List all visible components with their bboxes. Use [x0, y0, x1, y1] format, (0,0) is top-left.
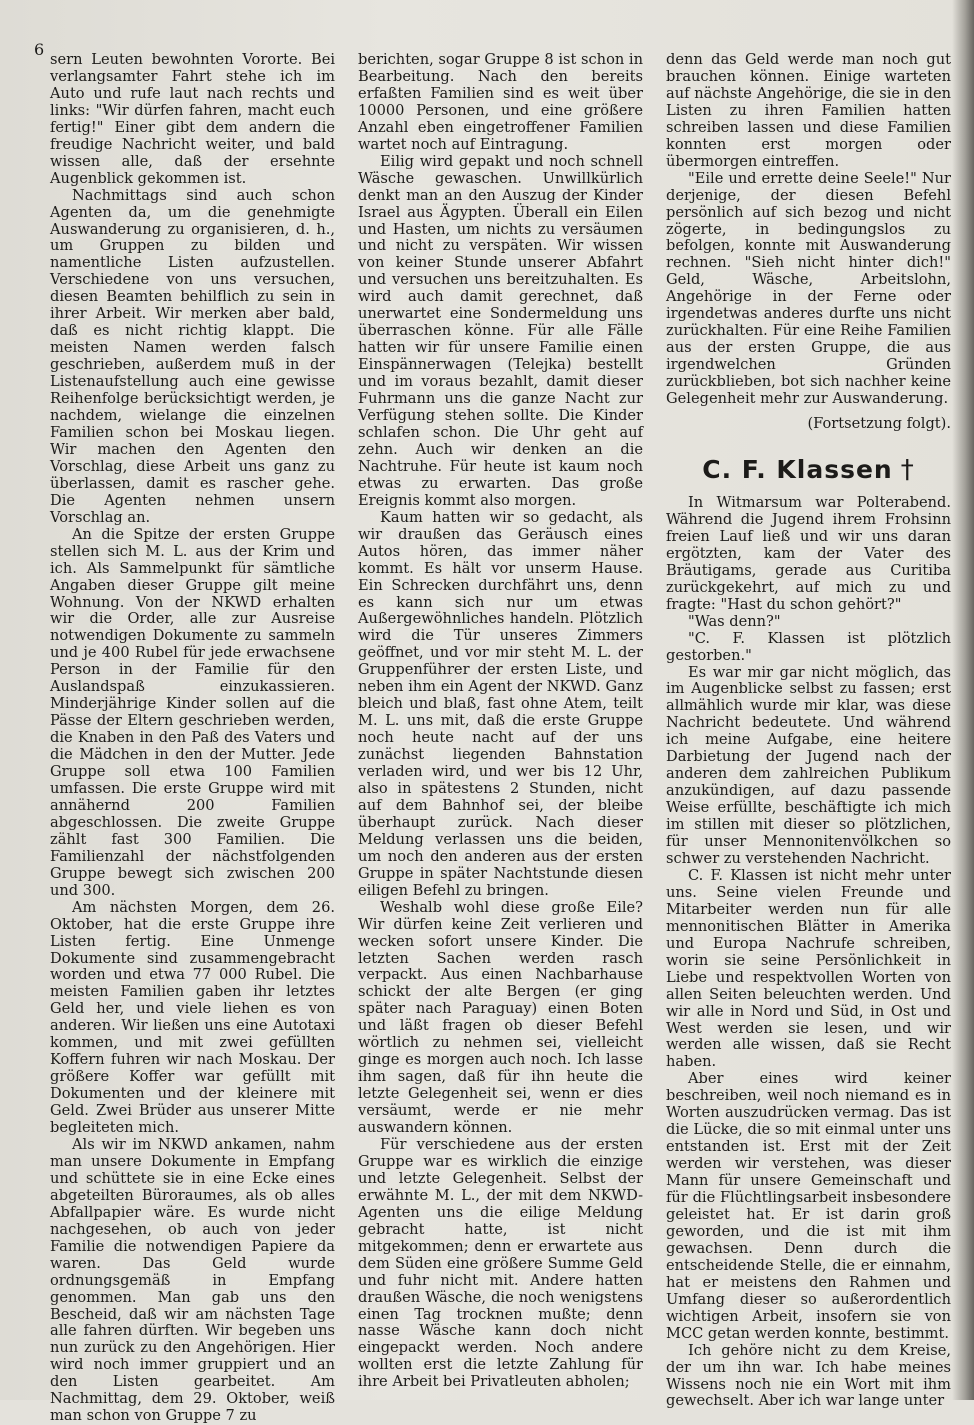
paragraph: C. F. Klassen ist nicht mehr unter uns. Seine vielen Freunde und Mitarbeiter werden nun für alle mennonitischen Blätter in Amerika und Europa Nachrufe schreiben, worin sie seine Persönlichkeit in Liebe und respektvollen Worten von allen Seiten beleuchten werden. Und wir alle in Nord und Süd, in Ost und West werden sie lesen, und wir werden alle wissen, daß sie Recht haben. — [666, 866, 951, 1071]
paragraph: sern Leuten bewohnten Vororte. Bei verlangsamter Fahrt stehe ich im Auto und rufe laut nach rechts und links: "Wir dürfen fahren, macht euch fertig!" Einer gibt dem andern die freudige Nachricht weiter, und bald wissen alle, daß der ersehnte Augenblick gekommen ist. — [50, 51, 335, 187]
text-column-2 — [358, 52, 643, 1392]
paragraph: denn das Geld werde man noch gut brauchen können. Einige warteten auf nächste Angehörige, die sie in den Listen zu ihren Familien hatten schreiben lassen und diese Familien konnten erst morgen oder übermorgen eintreffen. — [666, 51, 951, 170]
cross-icon: † — [900, 454, 915, 485]
paragraph: berichten, sogar Gruppe 8 ist schon in Bearbeitung. Nach den bereits erfaßten Familien sind es weit über 10000 Personen, und eine größere Anzahl eben eingetroffener Familien wartet noch auf Eintragung. — [358, 51, 643, 153]
paragraph: "C. F. Klassen ist plötzlich gestorben." — [666, 629, 951, 664]
obituary-heading — [666, 455, 951, 485]
paragraph: An die Spitze der ersten Gruppe stellen sich M. L. aus der Krim und ich. Als Sammelpunkt für sämtliche Angaben dieser Gruppe gilt meine Wohnung. Von der NKWD erhalten wir die Order, alle zur Ausreise notwendigen Dokumente zu sammeln und je 400 Rubel für jede erwachsene Person in der Familie für den Auslandspaß einzukassieren. Minderjährige Kinder sollen auf die Pässe der Eltern geschrieben werden, die Knaben in den Paß des Vaters und die Mädchen in den der Mutter. Jede Gruppe soll etwa 100 Familien umfassen. Die erste Gruppe wird mit annähernd 200 Familien abgeschlossen. Die zweite Gruppe zählt fast 300 Familien. Die Familienzahl der nächstfolgenden Gruppe bewegt sich zwischen 200 und 300. — [50, 525, 335, 899]
paragraph: Eilig wird gepakt und noch schnell Wäsche gewaschen. Unwillkürlich denkt man an den Auszug der Kinder Israel aus Ägypten. Überall ein Eilen und Hasten, um nichts zu versäumen und nicht zu verspäten. Wir wissen von keiner Stunde unserer Abfahrt und versuchen uns bereitzuhalten. Es wird auch damit gerechnet, daß unerwartet eine Sondermeldung uns überraschen könne. Für alle Fälle hatten wir für unsere Familie einen Einspännerwagen (Telejka) bestellt und im voraus bezahlt, damit dieser Fuhrmann uns die ganze Nacht zur Verfügung stehen sollte. Die Kinder schlafen schon. Die Uhr geht auf zehn. Auch wir denken an die Nachtruhe. Für heute ist kaum noch etwas zu erwarten. Das große Ereignis kommt also morgen. — [358, 152, 643, 509]
paragraph: Am nächsten Morgen, dem 26. Oktober, hat die erste Gruppe ihre Listen fertig. Eine Unmenge Dokumente sind zusammengebracht worden und etwa 77 000 Rubel. Die meisten Familien gaben ihr letztes Geld her, und viele liehen es von anderen. Wir ließen uns eine Autotaxi kommen, und mit zwei gefüllten Koffern fuhren wir nach Moskau. Der größere Koffer war gefüllt mit Dokumenten und der kleinere mit Geld. Zwei Brüder aus unserer Mitte begleiteten mich. — [50, 898, 335, 1137]
paragraph: Aber eines wird keiner beschreiben, weil noch niemand es in Worten auszudrücken vermag. Das ist die Lücke, die so mit einmal unter uns entstanden ist. Erst mit der Zeit werden wir verstehen, was dieser Mann für unsere Gemeinschaft und für die Flüchtlingsarbeit insbesondere geleistet hat. Er ist darin groß geworden, und die ist mit ihm gewachsen. Denn durch die entscheidende Stelle, die er einnahm, hat er meistens den Rahmen und Umfang dieser so außerordentlich wichtigen Arbeit, insofern sie von MCC getan werden konnte, bestimmt. — [666, 1070, 951, 1342]
paragraph: "Was denn?" — [688, 612, 781, 630]
continued-note: (Fortsetzung folgt). — [807, 415, 951, 433]
paragraph: Nachmittags sind auch schon Agenten da, um die genehmigte Auswanderung zu organisieren, d. h., um Gruppen zu bilden und namentliche Listen aufzustellen. Verschiedene von uns versuchen, diesen Beamten behilflich zu sein in ihrer Arbeit. Wir merken aber bald, daß es nicht richtig klappt. Die meisten Namen werden falsch geschrieben, außerdem muß in der Listenaufstellung auch eine gewisse Reihenfolge berücksichtigt werden, je nachdem, wielange die einzelnen Familien schon bei Moskau liegen. Wir machen den Agenten den Vorschlag, diese Arbeit uns ganz zu überlassen, damit es rascher gehe. Die Agenten nehmen unsern Vorschlag an. — [50, 186, 335, 526]
paragraph: Weshalb wohl diese große Eile? Wir dürfen keine Zeit verlieren und wecken sofort unsere Kinder. Die letzten Sachen werden rasch verpackt. Aus einen Nachbarhause schickt der alte Bergen (er ging später nach Paraguay) einen Boten und läßt fragen ob dieser Befehl wörtlich zu nehmen sei, vielleicht ginge es morgen auch noch. Ich lasse ihm sagen, daß für ihn heute die letzte Gelegenheit sei, wenn er dies versäumt, werde er nie mehr auswandern können. — [358, 898, 643, 1137]
paragraph: Als wir im NKWD ankamen, nahm man unsere Dokumente in Empfang und schüttete sie in eine Ecke eines abgeteilten Büroraumes, als ob alles Abfallpapier wäre. Es wurde nicht nachgesehen, ob auch von jeder Familie die notwendigen Papiere da waren. Das Geld wurde ordnungsgemäß in Empfang genommen. Man gab uns den Bescheid, daß wir am nächsten Tage alle fahren dürften. Wir begeben uns nun zurück zu den Angehörigen. Hier wird noch immer gruppiert und an den Listen gearbeitet. Am Nachmittag, dem 29. Oktober, weiß man schon von Gruppe 7 zu — [50, 1136, 335, 1425]
paragraph: Kaum hatten wir so gedacht, als wir draußen das Geräusch eines Autos hören, das immer näher kommt. Es hält vor unserm Hause. Ein Schrecken durchfährt uns, denn es kann sich nur um etwas Außergewöhnliches handeln. Plötzlich wird die Tür unseres Zimmers geöffnet, und vor mir steht M. L. der Gruppenführer der ersten Liste, und neben ihm ein Agent der NKWD. Ganz bleich und blaß, fast ohne Atem, teilt M. L. uns mit, daß die erste Gruppe noch heute nacht auf der uns zunächst liegenden Bahnstation verladen wird, und wer bis 12 Uhr, also in spätestens 2 Stunden, nicht auf dem Bahnhof sei, der bleibe überhaupt zurück. Nach dieser Meldung verlassen uns die beiden, um noch den anderen aus der ersten Gruppe in später Nachtstunde diesen eiligen Befehl zu bringen. — [358, 508, 643, 899]
paragraph: Für verschiedene aus der ersten Gruppe war es wirklich die einzige und letzte Gelegenheit. Selbst der erwähnte M. L., der mit dem NKWD-Agenten uns die eilige Meldung gebracht hatte, ist nicht mitgekommen; denn er erwartete aus dem Süden eine größere Summe Geld und fuhr nicht mit. Andere hatten draußen Wäsche, die noch wenigstens einen Tag trocknen mußte; denn nasse Wäsche kann doch nicht eingepackt werden. Noch andere wollten erst die letzte Zahlung für ihre Arbeit bei Privatleuten abholen; — [358, 1136, 643, 1391]
article-continuation — [666, 52, 951, 408]
paragraph: Es war mir gar nicht möglich, das im Augenblicke selbst zu fassen; erst allmählich wurde mir klar, was diese Nachricht bedeutete. Und während ich meine Aufgabe, eine heitere Darbietung der Jugend nach der anderen dem zahlreichen Publikum anzukündigen, auf dazu passende Weise erfüllte, beschäftigte ich mich im stillen mit dieser so plötzlichen, für unser Mennonitenvölkchen so schwer zu verstehenden Nachricht. — [666, 663, 951, 867]
binding-shadow — [952, 0, 974, 1400]
obituary-body — [666, 495, 951, 1410]
page-number: 6 — [34, 40, 45, 59]
paragraph: Ich gehöre nicht zu dem Kreise, der um ihn war. Ich habe meines Wissens noch nie ein Wort mit ihm gewechselt. Aber ich war lange unter — [666, 1341, 951, 1410]
obituary-title: C. F. Klassen — [702, 454, 893, 484]
paragraph: In Witmarsum war Polterabend. Während die Jugend ihrem Frohsinn freien Lauf ließ und wir uns daran ergötzten, kam der Vater des Bräutigams, gerade aus Curitiba zurückgekehrt, auf mich zu und fragte: "Hast du schon gehört?" — [666, 493, 951, 613]
text-column-3 — [666, 51, 951, 1410]
text-column-1 — [50, 51, 335, 1425]
paragraph: "Eile und errette deine Seele!" Nur derjenige, der diesen Befehl persönlich auf sich bezog und nicht zögerte, in bedingungslos zu befolgen, konnte mit Auswanderung rechnen. "Sieh nicht hinter dich!" Geld, Wäsche, Arbeitslohn, Angehörige in der Ferne oder irgendetwas anderes durfte uns nicht zurückhalten. Für eine Reihe Familien aus der ersten Gruppe, die aus irgendwelchen Gründen zurückblieben, bot sich nachher keine Gelegenheit mehr zur Auswanderung. — [666, 169, 951, 408]
